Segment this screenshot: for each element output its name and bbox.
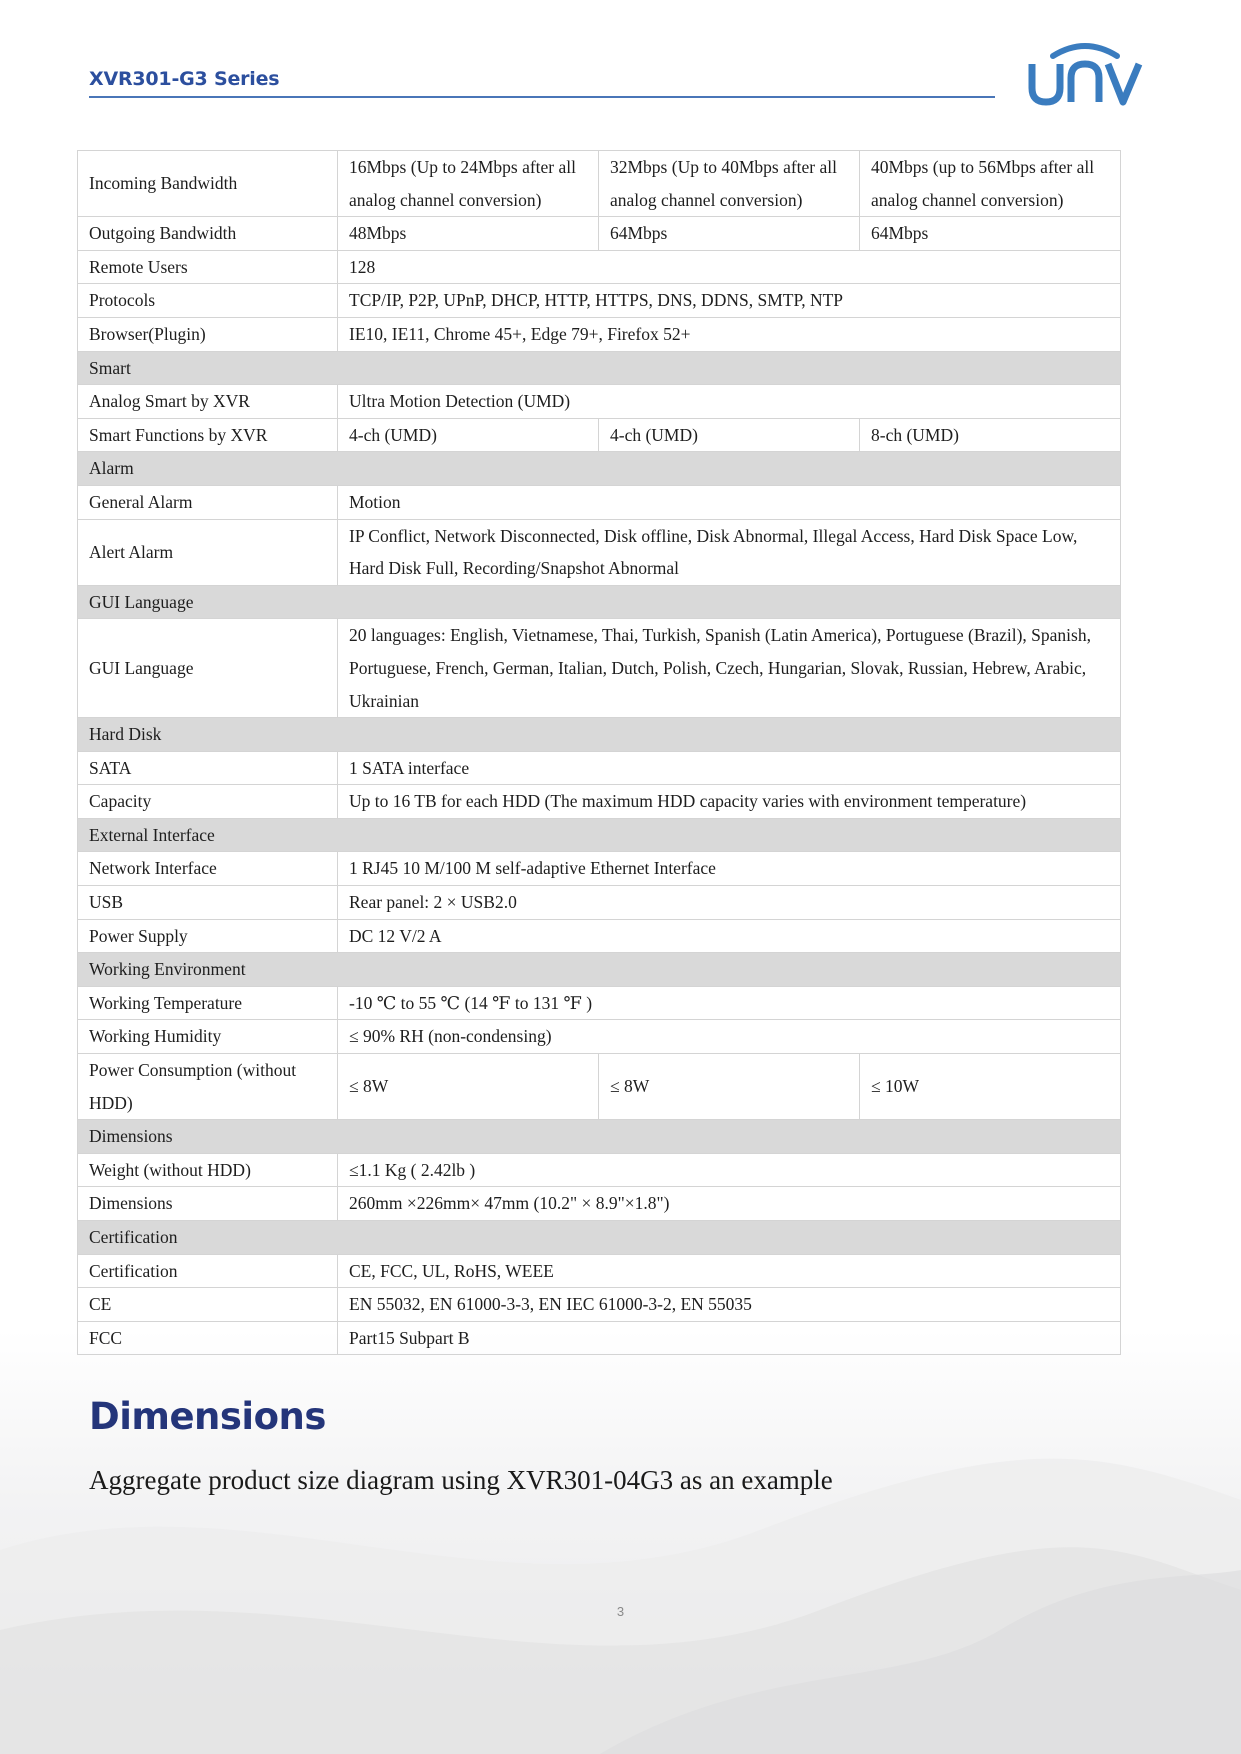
spec-row [78,250,1121,284]
spec-label: Analog Smart by XVR [78,385,338,419]
section-header-row [78,351,1121,385]
section-header-row [78,452,1121,486]
spec-value: 48Mbps [338,217,599,251]
spec-value: ≤ 8W [599,1054,860,1120]
unv-logo-icon [1028,40,1148,106]
spec-label: Working Temperature [78,986,338,1020]
spec-row [78,1054,1121,1120]
spec-row [78,519,1121,585]
spec-label: Network Interface [78,852,338,886]
spec-value: 1 RJ45 10 M/100 M self-adaptive Ethernet Interface [338,852,1121,886]
section-label: Smart [78,351,1121,385]
spec-value: Rear panel: 2 × USB2.0 [338,886,1121,920]
spec-value: 4-ch (UMD) [599,418,860,452]
spec-row [78,151,1121,217]
spec-value: IP Conflict, Network Disconnected, Disk offline, Disk Abnormal, Illegal Access, Hard Disk Space Low, Hard Disk Full, Recording/Snapshot Abnormal [338,519,1121,585]
spec-table [77,150,1121,1355]
spec-value: Motion [338,485,1121,519]
section-label: Alarm [78,452,1121,486]
spec-row [78,418,1121,452]
spec-label: SATA [78,751,338,785]
spec-value: ≤ 10W [860,1054,1121,1120]
spec-value: ≤1.1 Kg ( 2.42lb ) [338,1153,1121,1187]
spec-value: 20 languages: English, Vietnamese, Thai, Turkish, Spanish (Latin America), Portuguese (Brazil), Spanish, Portuguese, French, German, Italian, Dutch, Polish, Czech, Hungarian, Slovak, Russian, Hebrew, Arabic, Ukrainian [338,619,1121,718]
spec-label: Browser(Plugin) [78,317,338,351]
spec-value: IE10, IE11, Chrome 45+, Edge 79+, Firefox 52+ [338,317,1121,351]
spec-label: Remote Users [78,250,338,284]
spec-label: Power Consumption (without HDD) [78,1054,338,1120]
section-label: Dimensions [78,1120,1121,1154]
spec-value: CE, FCC, UL, RoHS, WEEE [338,1254,1121,1288]
section-header-row [78,818,1121,852]
page-number: 3 [616,1604,625,1619]
spec-label: Alert Alarm [78,519,338,585]
dimensions-heading: Dimensions [89,1395,326,1438]
spec-label: USB [78,886,338,920]
spec-row [78,485,1121,519]
spec-row [78,1187,1121,1221]
spec-label: Incoming Bandwidth [78,151,338,217]
spec-row [78,751,1121,785]
spec-value: 16Mbps (Up to 24Mbps after all analog channel conversion) [338,151,599,217]
section-header-row [78,585,1121,619]
spec-row [78,986,1121,1020]
section-label: Working Environment [78,953,1121,987]
section-header-row [78,953,1121,987]
spec-label: Protocols [78,284,338,318]
spec-value: ≤ 8W [338,1054,599,1120]
spec-label: Smart Functions by XVR [78,418,338,452]
spec-value: 128 [338,250,1121,284]
spec-value: 4-ch (UMD) [338,418,599,452]
spec-label: Certification [78,1254,338,1288]
section-label: GUI Language [78,585,1121,619]
spec-value: DC 12 V/2 A [338,919,1121,953]
spec-row [78,1288,1121,1322]
spec-label: GUI Language [78,619,338,718]
spec-value: Up to 16 TB for each HDD (The maximum HDD capacity varies with environment temperature) [338,785,1121,819]
spec-value: -10 ℃ to 55 ℃ (14 ℉ to 131 ℉ ) [338,986,1121,1020]
spec-value: 32Mbps (Up to 40Mbps after all analog channel conversion) [599,151,860,217]
spec-label: Working Humidity [78,1020,338,1054]
spec-label: Dimensions [78,1187,338,1221]
dimensions-subtitle: Aggregate product size diagram using XVR301-04G3 as an example [89,1465,833,1495]
brand-logo [1028,40,1148,111]
section-header-row [78,1221,1121,1255]
spec-row [78,1020,1121,1054]
spec-value: 64Mbps [860,217,1121,251]
spec-value: Ultra Motion Detection (UMD) [338,385,1121,419]
spec-value: Part15 Subpart B [338,1321,1121,1355]
spec-row [78,919,1121,953]
spec-row [78,1254,1121,1288]
spec-value: 8-ch (UMD) [860,418,1121,452]
spec-label: Capacity [78,785,338,819]
section-label: External Interface [78,818,1121,852]
spec-label: General Alarm [78,485,338,519]
section-label: Hard Disk [78,718,1121,752]
spec-value: TCP/IP, P2P, UPnP, DHCP, HTTP, HTTPS, DNS, DDNS, SMTP, NTP [338,284,1121,318]
spec-value: 64Mbps [599,217,860,251]
spec-label: Outgoing Bandwidth [78,217,338,251]
spec-label: CE [78,1288,338,1322]
section-header-row [78,718,1121,752]
header-divider [89,96,995,98]
spec-label: Power Supply [78,919,338,953]
spec-row [78,852,1121,886]
spec-value: EN 55032, EN 61000-3-3, EN IEC 61000-3-2, EN 55035 [338,1288,1121,1322]
spec-value: 40Mbps (up to 56Mbps after all analog channel conversion) [860,151,1121,217]
spec-row [78,886,1121,920]
spec-row [78,619,1121,718]
spec-value: 1 SATA interface [338,751,1121,785]
spec-row [78,1153,1121,1187]
spec-value: 260mm ×226mm× 47mm (10.2" × 8.9"×1.8") [338,1187,1121,1221]
series-title: XVR301-G3 Series [89,68,280,90]
spec-row [78,385,1121,419]
section-label: Certification [78,1221,1121,1255]
spec-row [78,785,1121,819]
spec-row [78,217,1121,251]
spec-label: FCC [78,1321,338,1355]
background-wave [0,1330,1241,1754]
spec-label: Weight (without HDD) [78,1153,338,1187]
spec-row [78,317,1121,351]
section-header-row [78,1120,1121,1154]
spec-row [78,1321,1121,1355]
spec-row [78,284,1121,318]
spec-value: ≤ 90% RH (non-condensing) [338,1020,1121,1054]
